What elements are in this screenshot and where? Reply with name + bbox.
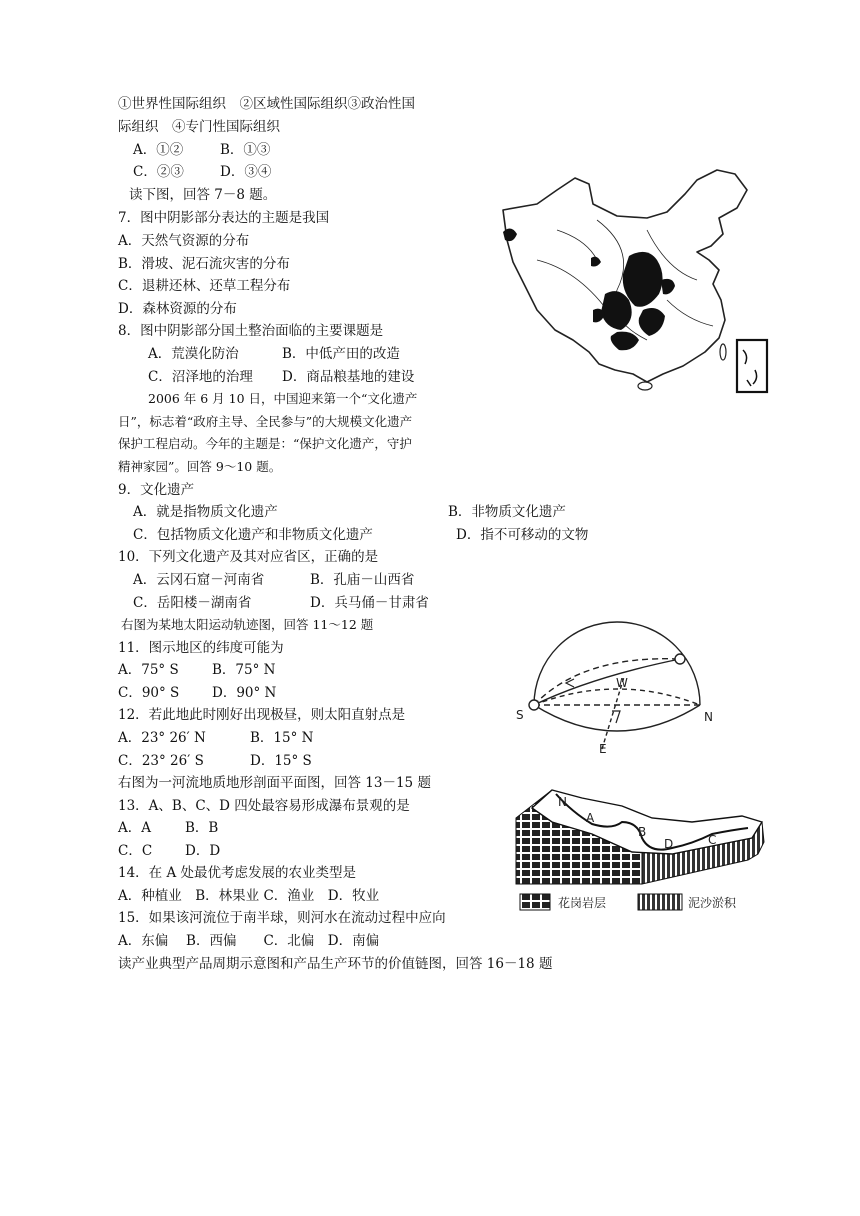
- option: C．C: [118, 843, 153, 859]
- sun-marker-right: [675, 654, 685, 664]
- label-w: W: [616, 676, 628, 690]
- question: 9．文化遗产: [118, 482, 195, 498]
- option: B．15° N: [250, 730, 314, 746]
- question: 15．如果该河流位于南半球，则河水在流动过程中应向: [118, 910, 446, 926]
- china-map-figure: [497, 160, 807, 400]
- text-line: ①世界性国际组织 ②区域性国际组织③政治性国: [118, 96, 415, 112]
- label-point-a: A: [586, 811, 595, 825]
- option: D．兵马俑－甘肃省: [310, 595, 429, 611]
- option: B．中低产田的改造: [282, 346, 400, 362]
- option: A．23° 26′ N: [118, 730, 206, 746]
- legend-silt-label: 泥沙淤积: [688, 896, 737, 910]
- legend-granite-label: 花岗岩层: [558, 896, 607, 910]
- horizon-ellipse-upper: [534, 689, 700, 705]
- label-n: N: [704, 710, 713, 724]
- text-line: 精神家园”。回答 9～10 题。: [118, 459, 282, 474]
- south-china-sea-inset: [737, 340, 767, 392]
- text-line: 2006 年 6 月 10 日，中国迎来第一个“文化遗产: [148, 391, 418, 406]
- text-line: 右图为某地太阳运动轨迹图，回答 11～12 题: [121, 617, 374, 632]
- option: A．荒漠化防治: [148, 346, 239, 362]
- option: C．23° 26′ S: [118, 753, 204, 769]
- option: A．云冈石窟－河南省: [133, 572, 265, 588]
- text-line: 保护工程启动。今年的主题是：“保护文化遗产，守护: [118, 436, 412, 451]
- option: B．孔庙－山西省: [310, 572, 415, 588]
- text-line: 日”，标志着“政府主导、全民参与”的大规模文化遗产: [118, 414, 413, 429]
- option: D．商品粮基地的建设: [282, 369, 415, 385]
- sun-path-diagram: [512, 607, 722, 767]
- label-s: S: [516, 708, 524, 722]
- option: C．沼泽地的治理: [148, 369, 253, 385]
- text-line: 读下图，回答 7－8 题。: [129, 187, 277, 203]
- option: D．90° N: [212, 685, 277, 701]
- option: A．种植业 B．林果业 C．渔业 D．牧业: [118, 888, 380, 904]
- label-point-n: N: [558, 795, 567, 809]
- option: C．②③: [133, 164, 184, 180]
- option: B．①③: [220, 142, 271, 158]
- question: 7．图中阴影部分表达的主题是我国: [118, 210, 330, 226]
- text-line: 右图为一河流地质地形剖面平面图，回答 13－15 题: [118, 775, 431, 791]
- sun-marker-left: [529, 700, 539, 710]
- taiwan-island: [720, 344, 726, 360]
- option: A．①②: [133, 142, 184, 158]
- option: C．90° S: [118, 685, 180, 701]
- option: A．就是指物质文化遗产: [133, 504, 278, 520]
- question: 8．图中阴影部分国土整治面临的主要课题是: [118, 323, 384, 339]
- label-point-b: B: [638, 825, 647, 839]
- option: A．75° S: [118, 662, 179, 678]
- option: B．滑坡、泥石流灾害的分布: [118, 256, 290, 272]
- option: B．非物质文化遗产: [448, 504, 566, 520]
- legend-granite-swatch: [520, 894, 550, 910]
- question: 12．若此地此时刚好出现极昼，则太阳直射点是: [118, 707, 406, 723]
- question: 10．下列文化遗产及其对应省区，正确的是: [118, 549, 379, 565]
- legend-silt-swatch: [638, 894, 682, 910]
- label-e: E: [599, 742, 607, 756]
- river-profile-diagram: [512, 782, 768, 918]
- label-point-c: C: [708, 833, 717, 847]
- label-point-d: D: [664, 837, 674, 851]
- option: D．森林资源的分布: [118, 301, 237, 317]
- option: B．B: [185, 820, 219, 836]
- question: 14．在 A 处最优考虑发展的农业类型是: [118, 865, 357, 881]
- option: C．岳阳楼－湖南省: [133, 595, 252, 611]
- text-line: 际组织 ④专门性国际组织: [118, 119, 280, 135]
- hainan-island: [638, 382, 652, 390]
- option: D．③④: [220, 164, 272, 180]
- option: C．退耕还林、还草工程分布: [118, 278, 291, 294]
- option: B．75° N: [212, 662, 276, 678]
- horizon-ellipse-lower: [534, 705, 700, 731]
- option: D．指不可移动的文物: [456, 527, 589, 543]
- question: 13．A、B、C、D 四处最容易形成瀑布景观的是: [118, 798, 410, 814]
- option: D．D: [185, 843, 221, 859]
- option: A．A: [118, 820, 151, 836]
- question: 11．图示地区的纬度可能为: [118, 640, 284, 656]
- option: C．包括物质文化遗产和非物质文化遗产: [133, 527, 373, 543]
- option: A．东偏 B．西偏 C．北偏 D．南偏: [118, 933, 380, 949]
- option: D．15° S: [250, 753, 312, 769]
- text-line: 读产业典型产品周期示意图和产品生产环节的价值链图，回答 16－18 题: [118, 956, 553, 972]
- option: A．天然气资源的分布: [118, 233, 250, 249]
